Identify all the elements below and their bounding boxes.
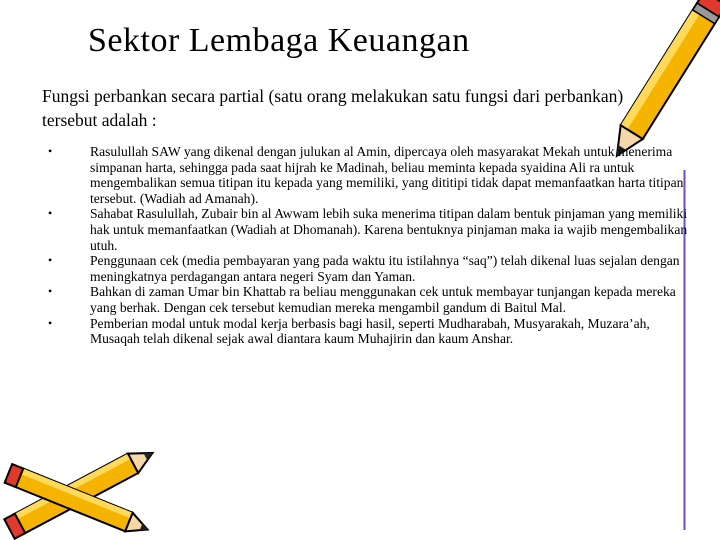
slide-title: Sektor Lembaga Keuangan	[88, 22, 470, 59]
intro-paragraph: Fungsi perbankan secara partial (satu orang melakukan satu fungsi dari perbankan) tersebut adalah :	[42, 86, 624, 130]
list-item	[40, 316, 700, 347]
list-item	[40, 284, 700, 315]
list-item	[40, 206, 700, 253]
crossed-pencils-icon	[0, 430, 170, 540]
bullet-icon: •	[48, 144, 53, 158]
list-item	[40, 144, 700, 206]
bullet-list	[40, 144, 700, 347]
bullet-icon: •	[48, 253, 53, 268]
list-item-text: Rasulullah SAW yang dikenal dengan julukan al Amin, dipercaya oleh masyarakat Mekah untuk menerima simpanan harta, sehingga pada saat hijrah ke Madinah, beliau meminta kepada syaidina Ali ra untuk mengembalikan semua titipan itu kepada yang memiliki, yang dititipi tidak dapat memanfaatkan harta titipan tersebut. (Wadiah ad Amanah).	[90, 144, 684, 206]
bullet-icon: •	[48, 284, 53, 299]
list-item-text: Pemberian modal untuk modal kerja berbasis bagi hasil, seperti Mudharabah, Musyarakah, Muzara’ah, Musaqah telah dikenal sejak awal diantara kaum Muhajirin dan kaum Anshar.	[90, 315, 650, 347]
list-item	[40, 253, 700, 284]
list-item-text: Bahkan di zaman Umar bin Khattab ra beliau menggunakan cek untuk membayar tunjangan kepada mereka yang berhak. Dengan cek tersebut kemudian mereka mengambil gandum di Baitul Mal.	[90, 284, 676, 315]
list-item-text: Sahabat Rasulullah, Zubair bin al Awwam lebih suka menerima titipan dalam bentuk pinjaman yang memiliki hak untuk memanfaatkan (Wadiah at Dhomanah). Karena bentuknya pinjaman maka ia wajib mengembalikan utuh.	[90, 206, 688, 253]
bullet-icon: •	[48, 206, 53, 221]
bullet-icon: •	[48, 315, 53, 330]
list-item-text: Penggunaan cek (media pembayaran yang pada waktu itu istilahnya “saq”) telah dikenal luas sejalan dengan meningkatnya perdagangan antara negeri Syam dan Yaman.	[90, 253, 680, 284]
